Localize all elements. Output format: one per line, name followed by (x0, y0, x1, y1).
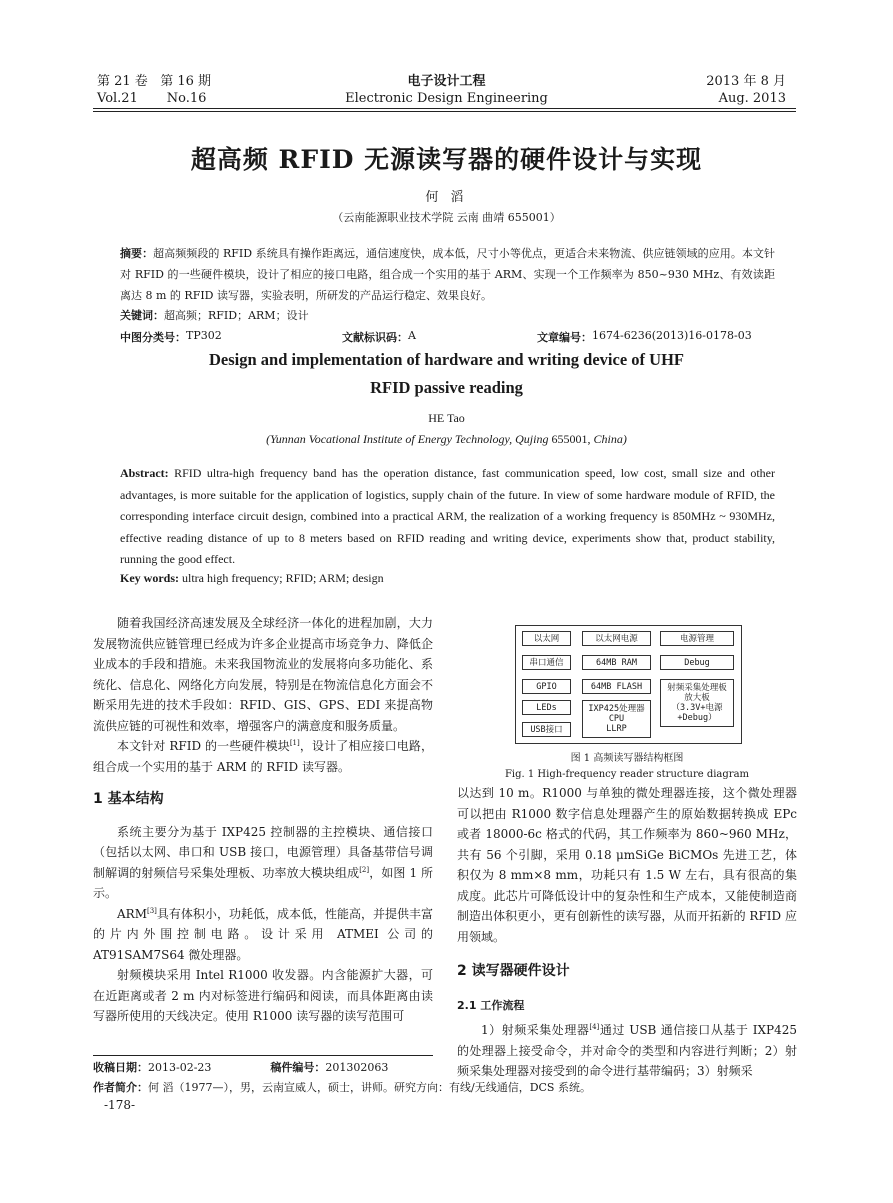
paragraph: ARM[3]具有体积小，功耗低，成本低，性能高，并提供丰富的片内外围控制电路。设计采用 ATMEI 公司的 AT91SAM7S64 微处理器。 (93, 906, 433, 962)
affiliation-cn: （云南能源职业技术学院 云南 曲靖 655001） (332, 211, 561, 224)
abstract-en-text: RFID ultra-high frequency band has the operation distance, fast communication speed, low cost, small size and other advantages, is more suitable for the application of logistics, supply chain of the future. In view of some hardware module of RFID, the corresponding interface circuit design, combined into a practical ARM, the realization of a working frequency is 850MHz ~ 930MHz, effective reading distance of up to 8 meters based on RFID reading and writing device, experiments show that, product stability, running the good effect. (120, 466, 775, 566)
author-en: HE Tao (428, 411, 465, 425)
box-usb: USB接口 (522, 722, 571, 737)
author-cn: 何 滔 (425, 190, 468, 205)
clc-code: 中图分类号： TP302 (120, 329, 222, 344)
journal-name (300, 73, 593, 107)
keywords-cn (120, 307, 309, 323)
box-rf-board: 射频采集处理板 放大板 （3.3V+电源 +Debug） (660, 679, 734, 727)
keywords-en-label: Key words: (120, 571, 179, 585)
issue-cn: 第 16 期 (160, 74, 212, 89)
figure-1-caption-en: Fig. 1 High-frequency reader structure diagram (504, 769, 750, 780)
issue-en: No.16 (166, 91, 207, 106)
paragraph: 系统主要分为基于 IXP425 控制器的主控模块、通信接口（包括以太网、串口和 USB 接口，电源管理）具备基带信号调制解调的射频信号采集处理板、功率放大模块组成[2]，如图 1 所示。 (93, 824, 433, 900)
keywords-en (120, 571, 384, 586)
journal-volume-issue (97, 73, 211, 107)
paper-title-cn: 超高频 RFID 无源读写器的硬件设计与实现 (190, 145, 703, 174)
paragraph: 射频模块采用 Intel R1000 收发器。内含能源扩大器，可在近距离或者 2 m 内对标签进行编码和阅读，而具体距离由读写器所使用的天线决定。使用 R1000 读写器的读写范围可 (93, 968, 433, 1023)
doc-code: 文献标识码： A (342, 329, 416, 344)
journal-name-en: Electronic Design Engineering (345, 91, 548, 106)
article-number: 文章编号： 1674-6236(2013)16-0178-03 (537, 329, 752, 344)
footnote-rule (93, 1055, 433, 1056)
box-serial: 串口通信 (522, 655, 571, 670)
date-cn: 2013 年 8 月 (706, 74, 786, 89)
abstract-cn-label: 摘要： (120, 247, 154, 260)
keywords-cn-text: 超高频；RFID；ARM；设计 (164, 309, 309, 322)
box-flash: 64MB FLASH (582, 679, 651, 694)
page-number: -178- (104, 1098, 136, 1112)
header-rule-top (93, 108, 796, 109)
box-leds: LEDs (522, 700, 571, 715)
keywords-cn-label: 关键词： (120, 309, 164, 322)
box-ram: 64MB RAM (582, 655, 651, 670)
body-right-column (457, 783, 797, 1082)
volume-en: Vol.21 (97, 91, 138, 106)
box-ethernet: 以太网 (522, 631, 571, 646)
abstract-cn-text: 超高频频段的 RFID 系统具有操作距离远，通信速度快，成本低，尺寸小等优点，更适合未来物流、供应链领域的应用。本文针对 RFID 的一些硬件模块，设计了相应的接口电路，组合成一个实用的基于 ARM、实现一个工作频率为 850~930 MHz、有效读距离达 8 m 的 RFID 读写器，实验表明，所研发的产品运行稳定、效果良好。 (120, 247, 775, 302)
paragraph: 以达到 10 m。R1000 与单独的微处理器连接，这个微处理器可以把由 R1000 数字信息处理器产生的原始数据转换成 EPc 或者 18000-6c 格式的代码，其工作频率为 860~960 MHz，共有 56 个引脚，采用 0.18 μmSiGe BiCMOs 先进工艺，体积仅为 8 mm×8 mm，功耗只有 1.5 W 左右，具有很高的集成度。此芯片可降低设计中的复杂性和生产成本，又能使制造商制造出体积更小，更有创新性的读写器，从而开拓新的 RFID 应用领域。 (457, 786, 797, 944)
date-en: Aug. 2013 (718, 91, 786, 106)
footnote-received: 收稿日期：2013-02-23 稿件编号：201302063 (93, 1061, 389, 1074)
box-debug: Debug (660, 655, 734, 670)
volume-cn: 第 21 卷 (97, 74, 148, 89)
box-power-management: 电源管理 (660, 631, 734, 646)
abstract-en-label: Abstract: (120, 466, 169, 480)
box-ixp425-cpu: IXP425处理器 CPU LLRP (582, 700, 651, 738)
journal-date (706, 73, 786, 107)
paper-title-en: Design and implementation of hardware and writing device of UHF RFID passive reading (209, 350, 684, 397)
paragraph: 1）射频采集处理器[4]通过 USB 通信接口从基于 IXP425 的处理器上接受命令，并对命令的类型和内容进行判断；2）射频采集处理器对接受到的命令进行基带编码；3）射频采 (457, 1023, 797, 1078)
keywords-en-text: ultra high frequency; RFID; ARM; design (179, 571, 384, 585)
paragraph: 本文针对 RFID 的一些硬件模块[1]，设计了相应接口电路，组合成一个实用的基于 ARM 的 RFID 读写器。 (93, 739, 433, 774)
affiliation-en: (Yunnan Vocational Institute of Energy Technology, Qujing 655001, China) (266, 432, 627, 446)
box-gpio: GPIO (522, 679, 571, 694)
footnote-author-bio: 作者简介：何 滔（1977—），男，云南宣威人，硕士，讲师。研究方向：有线/无线通信，DCS 系统。 (93, 1081, 591, 1094)
journal-name-cn: 电子设计工程 (407, 74, 486, 89)
paragraph: 随着我国经济高速发展及全球经济一体化的进程加剧，大力发展物流供应链管理已经成为许多企业提高市场竞争力、降低企业成本的手段和措施。未来我国物流业的发展将向多功能化、系统化、信息化、网络化方向发展，特别是在物流信息化方面会不断采用先进的技术手段如：RFID、GIS、GPS、EDI 来提高物流供应链的可视性和效率，增强客户的满意度和服务质量。 (93, 616, 433, 733)
abstract-en (120, 463, 775, 571)
header-rule-bottom (93, 111, 796, 112)
body-left-column (93, 613, 433, 1027)
subsection-heading-2-1: 2.1 工作流程 (457, 998, 525, 1012)
figure-1-block-diagram (515, 625, 742, 744)
abstract-cn (120, 243, 775, 306)
figure-1-caption-cn: 图 1 高频读写器结构框图 (570, 753, 684, 764)
box-poe: 以太网电源 (582, 631, 651, 646)
section-heading-2: 2 读写器硬件设计 (457, 963, 570, 979)
section-heading-1: 1 基本结构 (93, 791, 164, 807)
